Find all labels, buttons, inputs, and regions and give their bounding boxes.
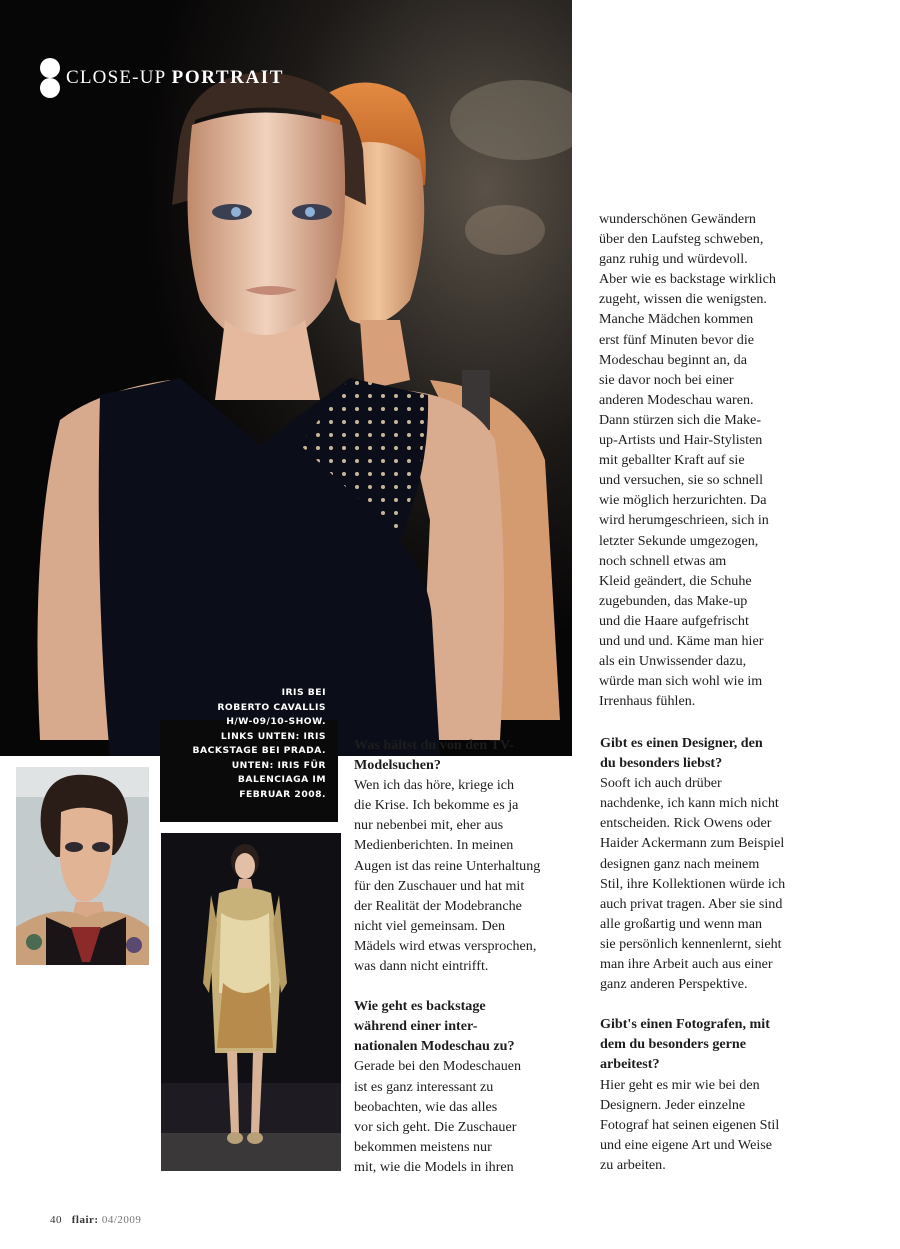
answer-line: Wen ich das höre, kriege ich <box>354 777 515 794</box>
text-line: Aber wie es backstage wirklich <box>599 271 776 288</box>
page-footer <box>50 1214 141 1226</box>
answer-line: nachdenke, ich kann mich nicht <box>600 795 779 812</box>
section-logo-icon <box>40 58 60 98</box>
question-line: während einer inter- <box>354 1018 478 1035</box>
answer-line: vor sich geht. Die Zuschauer <box>354 1118 517 1135</box>
page-number: 40 <box>50 1214 62 1226</box>
answer-line: die Krise. Ich bekomme es ja <box>354 797 519 814</box>
question-line: Modelsuchen? <box>354 757 441 774</box>
answer-line: man ihre Arbeit auch aus einer <box>600 956 773 973</box>
text-line: und die Haare aufgefrischt <box>599 612 749 629</box>
answer-line: was dann nicht eintrifft. <box>354 958 489 975</box>
text-line: Manche Mädchen kommen <box>599 311 754 328</box>
answer-line: und eine eigene Art und Weise <box>600 1136 772 1153</box>
text-line: mit geballter Kraft auf sie <box>599 452 745 469</box>
caption-line: ROBERTO CAVALLIS <box>217 701 326 713</box>
answer-line: nur nebenbei mit, eher aus <box>354 817 504 834</box>
text-line: up-Artists und Hair-Stylisten <box>599 432 763 449</box>
text-line: letzter Sekunde umgezogen, <box>599 532 759 549</box>
text-line: wie möglich herzurichten. Da <box>599 492 767 509</box>
answer-line: Haider Ackermann zum Beispiel <box>600 835 785 852</box>
answer-line: alle großartig und wenn man <box>600 915 763 932</box>
text-line: ganz ruhig und würdevoll. <box>599 251 748 268</box>
caption-line: IRIS BEI <box>281 687 326 698</box>
section-title-bold: PORTRAIT <box>171 67 285 88</box>
text-line: sie davor noch bei einer <box>599 371 734 388</box>
answer-line: sie persönlich kennenlernt, sieht <box>600 935 782 952</box>
answer-line: auch privat tragen. Aber sie sind <box>600 895 783 912</box>
issue-number: 04/2009 <box>101 1214 142 1226</box>
section-header <box>40 58 284 98</box>
backstage-photo <box>16 767 149 965</box>
text-line: erst fünf Minuten bevor die <box>599 331 754 348</box>
answer-line: Medienberichten. In meinen <box>354 837 514 854</box>
answer-line: beobachten, wie das alles <box>354 1098 498 1115</box>
question-line: Gibt's einen Fotografen, mit <box>600 1016 770 1033</box>
text-line: als ein Unwissender dazu, <box>599 653 747 670</box>
text-line: wird herumgeschrieen, sich in <box>599 512 769 529</box>
text-line: wunderschönen Gewändern <box>599 211 756 227</box>
question-line: arbeitest? <box>600 1056 660 1073</box>
question-line: Wie geht es backstage <box>354 998 486 1015</box>
text-line: und und und. Käme man hier <box>599 632 764 649</box>
caption-line: LINKS UNTEN: IRIS <box>220 730 326 742</box>
caption-line: UNTEN: IRIS FÜR <box>231 759 326 771</box>
text-line: Irrenhaus fühlen. <box>599 693 696 710</box>
text-line: würde man sich wohl wie im <box>599 673 763 690</box>
text-line: zugebunden, das Make-up <box>599 592 748 609</box>
answer-line: Designern. Jeder einzelne <box>600 1096 746 1113</box>
answer-line: Hier geht es mir wie bei den <box>600 1076 760 1093</box>
answer-line: Gerade bei den Modeschauen <box>354 1058 522 1075</box>
caption-line: H/W-09/10-SHOW. <box>226 716 326 727</box>
text-line: Dann stürzen sich die Make- <box>599 411 762 428</box>
caption-line: FEBRUAR 2008. <box>239 788 326 800</box>
question-line: Gibt es einen Designer, den <box>600 735 763 751</box>
answer-line: mit, wie die Models in ihren <box>354 1158 514 1175</box>
magazine-brand: flair: <box>71 1214 99 1226</box>
text-line: Modeschau beginnt an, da <box>599 351 747 368</box>
text-line: anderen Modeschau waren. <box>599 391 754 408</box>
answer-line: Sooft ich auch drüber <box>600 775 722 792</box>
answer-line: designen ganz nach meinem <box>600 855 760 872</box>
article-column-right-bottom <box>600 733 825 1175</box>
text-line: über den Laufsteg schweben, <box>599 231 764 248</box>
text-line: noch schnell etwas am <box>599 552 727 569</box>
answer-line: nicht viel gemeinsam. Den <box>354 917 506 934</box>
caption-line: BALENCIAGA IM <box>237 774 326 785</box>
answer-line: zu arbeiten. <box>600 1156 666 1173</box>
answer-line: ist es ganz interessant zu <box>354 1078 494 1095</box>
answer-line: entscheiden. Rick Owens oder <box>600 815 772 832</box>
answer-line: Augen ist das reine Unterhaltung <box>354 857 541 874</box>
text-line: und versuchen, sie so schnell <box>599 472 763 489</box>
caption-line: BACKSTAGE BEI PRADA. <box>192 745 326 756</box>
text-line: Kleid geändert, die Schuhe <box>599 572 752 589</box>
main-photo <box>0 0 572 756</box>
photo-caption <box>180 686 326 802</box>
answer-line: Fotograf hat seinen eigenen Stil <box>600 1116 780 1133</box>
section-title <box>66 68 284 88</box>
section-title-light: CLOSE-UP <box>66 67 166 88</box>
article-column-middle <box>354 735 586 1177</box>
text-line: zugeht, wissen die wenigsten. <box>599 291 767 308</box>
question-line: du besonders liebst? <box>600 755 723 772</box>
question-line: dem du besonders gerne <box>600 1036 747 1053</box>
answer-line: Stil, ihre Kollektionen würde ich <box>600 875 786 892</box>
runway-photo <box>161 833 341 1171</box>
answer-line: bekommen meistens nur <box>354 1138 492 1155</box>
answer-line: Mädels wird etwas versprochen, <box>354 937 537 954</box>
question-line: nationalen Modeschau zu? <box>354 1038 515 1055</box>
answer-line: ganz anderen Perspektive. <box>600 976 748 993</box>
answer-line: für den Zuschauer und hat mit <box>354 877 525 894</box>
article-column-right-top <box>599 209 829 711</box>
answer-line: der Realität der Modebranche <box>354 897 522 914</box>
question-line: Was hältst du von den TV- <box>354 737 514 753</box>
